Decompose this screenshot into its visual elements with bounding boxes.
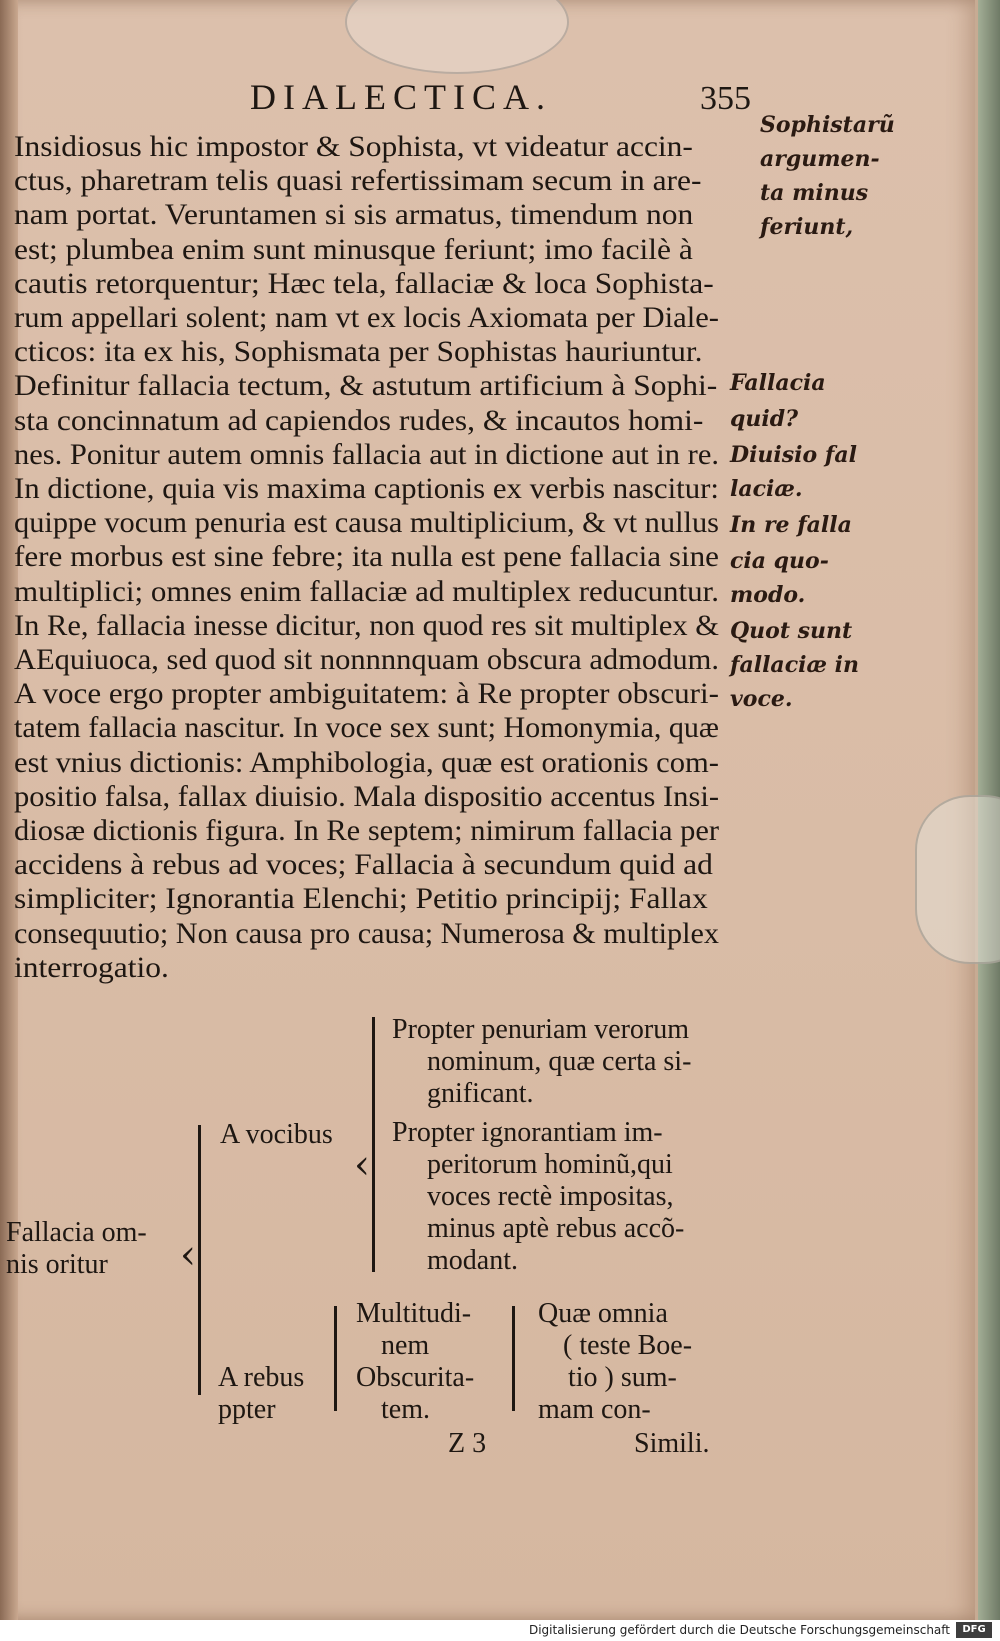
table-root-line: nis oritur (6, 1249, 108, 1280)
page-number: 355 (700, 80, 751, 117)
rebus-note-line: ( teste Boe- (563, 1330, 693, 1361)
rebus-item-line: tem. (381, 1394, 430, 1425)
vocibus-item-2-line: modant. (427, 1245, 518, 1276)
brace-rebus-note (512, 1306, 515, 1411)
catchword: Simili. (634, 1428, 710, 1459)
vocibus-item-1-line: Propter penuriam verorum (392, 1014, 690, 1045)
body-line (14, 711, 744, 749)
brace-root-point: ‹ (180, 1232, 196, 1278)
branch-rebus-line: A rebus (218, 1362, 305, 1393)
body-line-text: consequutio; Non causa pro causa; Numerosa & multiplex (14, 916, 719, 950)
body-line (14, 746, 744, 784)
body-line (14, 335, 744, 373)
margin-note: feriunt, (760, 214, 854, 240)
body-line-text: accidens à rebus ad voces; Fallacia à secundum quid ad (14, 848, 713, 882)
margin-note: argumen- (760, 146, 880, 172)
margin-note: Fallacia (730, 370, 826, 396)
body-line (14, 609, 744, 647)
vocibus-item-1 (392, 1014, 691, 1110)
body-line-text: simpliciter; Ignorantia Elenchi; Petitio principij; Fallax (14, 882, 708, 916)
vocibus-item-2 (392, 1117, 684, 1277)
body-line (14, 301, 744, 339)
body-line (14, 882, 744, 920)
body-line-text: cautis retorquentur; Hæc tela, fallaciæ & loca Sophista- (14, 266, 714, 300)
funding-credit: Digitalisierung gefördert durch die Deutsche Forschungsgemeinschaft (528, 1623, 950, 1637)
body-line (14, 130, 744, 168)
margin-note: fallaciæ in (730, 652, 859, 678)
margin-note: ta minus (760, 180, 869, 206)
body-line-text: multiplici; omnes enim fallaciæ ad multiplex reducuntur. (14, 574, 719, 608)
rebus-item-line: nem (381, 1330, 430, 1361)
body-line-text: AEquiuoca, sed quod sit nonnnnquam obscura admodum. (14, 643, 719, 676)
vocibus-item-2-line: Propter ignorantiam im- (392, 1117, 663, 1148)
body-line-text: quippe vocum penuria est causa multiplicium, & vt nullus (14, 506, 719, 540)
body-line-text: nes. Ponitur autem omnis fallacia aut in dictione aut in re. (14, 437, 720, 471)
glass-clip-top (345, 0, 569, 74)
margin-note: In re falla (730, 512, 852, 538)
body-line-text: In Re, fallacia inesse dicitur, non quod res sit multiplex & (14, 608, 720, 642)
body-line (14, 814, 744, 852)
margin-note: quid? (730, 406, 799, 432)
body-line (14, 267, 744, 305)
body-line-text: Insidiosus hic impostor & Sophista, vt videatur accin- (14, 130, 693, 163)
body-line-text: Definitur fallacia tectum, & astutum artificium à Sophi- (14, 369, 718, 403)
rebus-item-line: Multitudi- (356, 1298, 472, 1329)
body-line-text: cticos: ita ex his, Sophismata per Sophistas hauriuntur. (14, 335, 703, 369)
rebus-note-line: mam con- (538, 1394, 651, 1425)
body-line-text: sta concinnatum ad capiendos rudes, & incautos homi- (14, 403, 704, 437)
body-line (14, 575, 744, 613)
rebus-note-line: tio ) sum- (568, 1362, 677, 1393)
table-root (6, 1217, 147, 1281)
brace-vocibus (372, 1017, 375, 1272)
brace-vocibus-point: ‹ (354, 1142, 370, 1188)
body-line (14, 848, 744, 886)
body-line (14, 233, 744, 271)
brace-rebus (334, 1306, 337, 1411)
branch-rebus (202, 1362, 304, 1426)
body-line (14, 438, 744, 476)
body-line-text: In dictione, quia vis maxima captionis ex verbis nascitur: (14, 472, 719, 505)
body-line (14, 677, 744, 715)
body-line (14, 780, 744, 818)
body-line (14, 643, 744, 681)
margin-note: Sophistarũ (760, 112, 895, 138)
body-line-text: est; plumbea enim sunt minusque feriunt; imo facilè à (14, 232, 693, 266)
glass-clip-right (915, 795, 1000, 964)
margin-note: Diuisio fal (730, 442, 857, 468)
body-line (14, 951, 744, 989)
body-line (14, 472, 744, 510)
vocibus-item-1-line: nominum, quæ certa si- (427, 1046, 692, 1077)
body-line-text: ctus, pharetram telis quasi refertissimam secum in are- (14, 164, 702, 198)
running-title: DIALECTICA. (250, 77, 552, 117)
margin-note: laciæ. (730, 476, 803, 502)
vocibus-item-1-line: gnificant. (427, 1078, 534, 1109)
body-line (14, 198, 744, 236)
rebus-note (538, 1298, 692, 1426)
rebus-item-line: Obscurita- (356, 1362, 475, 1393)
dfg-logo: DFG (956, 1622, 992, 1638)
branch-rebus-line: ppter (218, 1394, 276, 1425)
body-line-text: positio falsa, fallax diuisio. Mala dispositio accentus Insi- (14, 779, 719, 813)
body-line (14, 540, 744, 578)
margin-note: cia quo- (730, 548, 829, 574)
signature-mark: Z 3 (448, 1428, 487, 1459)
table-root-line: Fallacia om- (6, 1217, 147, 1248)
vocibus-item-2-line: minus aptè rebus accõ- (427, 1213, 685, 1244)
rebus-note-line: Quæ omnia (538, 1298, 668, 1329)
vocibus-item-2-line: peritorum hominũ,qui (427, 1149, 673, 1180)
body-line-text: interrogatio. (14, 950, 169, 984)
body-line-text: diosæ dictionis figura. In Re septem; nimirum fallacia per (14, 814, 719, 847)
margin-note: Quot sunt (730, 618, 853, 644)
margin-note: modo. (730, 582, 806, 608)
body-line-text: est vnius dictionis: Amphibologia, quæ est orationis com- (14, 745, 719, 779)
body-line (14, 917, 744, 955)
body-line-text: nam portat. Veruntamen si sis armatus, timendum non (14, 198, 694, 232)
body-line-text: tatem fallacia nascitur. In voce sex sunt; Homonymia, quæ (14, 711, 719, 745)
body-line-text: rum appellari solent; nam vt ex locis Axiomata per Diale- (14, 301, 719, 334)
vocibus-item-2-line: voces rectè impositas, (427, 1181, 674, 1212)
margin-note: voce. (730, 686, 793, 712)
body-line-text: fere morbus est sine febre; ita nulla est pene fallacia sine (14, 540, 719, 574)
body-line (14, 164, 744, 202)
body-line (14, 506, 744, 544)
rebus-items (356, 1298, 474, 1426)
branch-vocibus: A vocibus (220, 1119, 333, 1150)
body-line (14, 369, 744, 407)
brace-root (198, 1125, 201, 1395)
body-line-text: A voce ergo propter ambiguitatem: à Re propter obscuri- (14, 677, 719, 711)
body-line (14, 404, 744, 442)
